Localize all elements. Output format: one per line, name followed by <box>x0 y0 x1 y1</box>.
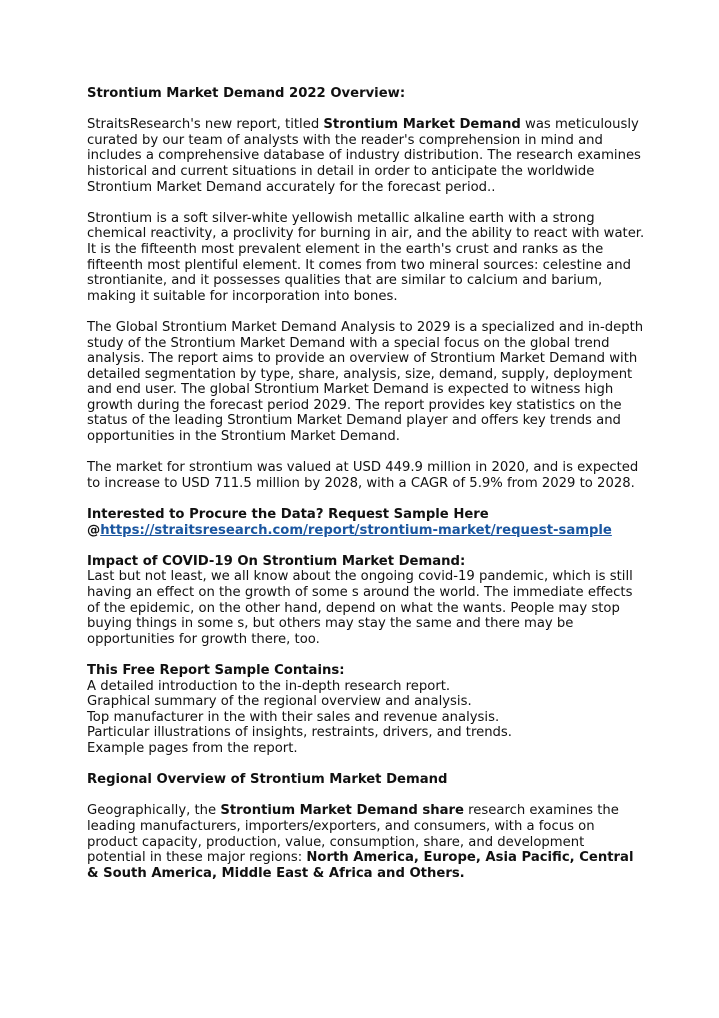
market-value-paragraph: The market for strontium was valued at USD 449.9 million in 2020, and is expected to increase to USD 711.5 million by 2028, with a CAGR of 5.9% from 2029 to 2028. <box>87 460 639 491</box>
covid-section <box>87 554 647 648</box>
free-sample-heading: This Free Report Sample Contains: <box>87 662 345 678</box>
free-sample-item: Example pages from the report. <box>87 740 298 756</box>
regional-heading: Regional Overview of Strontium Market Demand <box>87 772 448 788</box>
free-sample-item: A detailed introduction to the in-depth research report. <box>87 678 451 694</box>
strontium-description-paragraph: Strontium is a soft silver-white yellowish metallic alkaline earth with a strong chemical reactivity, a proclivity for burning in air, and the ability to react with water. It is the fifteenth most prevalent element in the earth's crust and ranks as the fifteenth most plentiful element. It comes from two mineral sources: celestine and strontianite, and it possesses qualities that are similar to calcium and barium, making it suitable for incorporation into bones. <box>87 210 645 304</box>
regional-paragraph: Geographically, the Strontium Market Demand share research examines the leading manufacturers, importers/exporters, and consumers, with a focus on product capacity, production, value, consumption, share, and development potential in these major regions: North America, Europe, Asia Pacific, Central & South America, Middle East & Africa and Others. <box>87 803 634 881</box>
regional-share-term: Strontium Market Demand share <box>220 803 464 819</box>
sample-request-heading: Interested to Procure the Data? Request Sample Here <box>87 507 489 523</box>
free-sample-item: Particular illustrations of insights, restraints, drivers, and trends. <box>87 725 512 741</box>
sample-request-section <box>87 507 647 538</box>
regions-list: North America, Europe, Asia Pacific, Central & South America, Middle East & Africa and Others. <box>87 850 634 881</box>
covid-paragraph: Last but not least, we all know about the ongoing covid-19 pandemic, which is still having an effect on the growth of some s around the world. The immediate effects of the epidemic, on the other hand, depend on what the wants. People may stop buying things in some s, but others may stay the same and there may be opportunities for growth there, too. <box>87 569 633 647</box>
intro-paragraph: StraitsResearch's new report, titled Strontium Market Demand was meticulously curated by our team of analysts with the reader's comprehension in mind and includes a comprehensive database of industry distribution. The research examines historical and current situations in detail in order to anticipate the worldwide Strontium Market Demand accurately for the forecast period.. <box>87 117 641 195</box>
free-sample-item: Top manufacturer in the with their sales and revenue analysis. <box>87 709 500 725</box>
covid-heading: Impact of COVID-19 On Strontium Market Demand: <box>87 553 466 569</box>
document-page <box>87 86 647 881</box>
request-sample-link[interactable]: https://straitsresearch.com/report/strontium-market/request-sample <box>100 522 612 538</box>
sample-request-link-line: @https://straitsresearch.com/report/strontium-market/request-sample <box>87 522 612 538</box>
free-sample-item: Graphical summary of the regional overview and analysis. <box>87 694 472 710</box>
report-name: Strontium Market Demand <box>323 117 521 133</box>
page-title: Strontium Market Demand 2022 Overview: <box>87 86 406 101</box>
free-sample-section <box>87 663 647 757</box>
global-analysis-paragraph: The Global Strontium Market Demand Analysis to 2029 is a specialized and in-depth study of the Strontium Market Demand with a special focus on the global trend analysis. The report aims to provide an overview of Strontium Market Demand with detailed segmentation by type, share, analysis, size, demand, supply, deployment and end user. The global Strontium Market Demand is expected to witness high growth during the forecast period 2029. The report provides key statistics on the status of the leading Strontium Market Demand player and offers key trends and opportunities in the Strontium Market Demand. <box>87 319 644 445</box>
